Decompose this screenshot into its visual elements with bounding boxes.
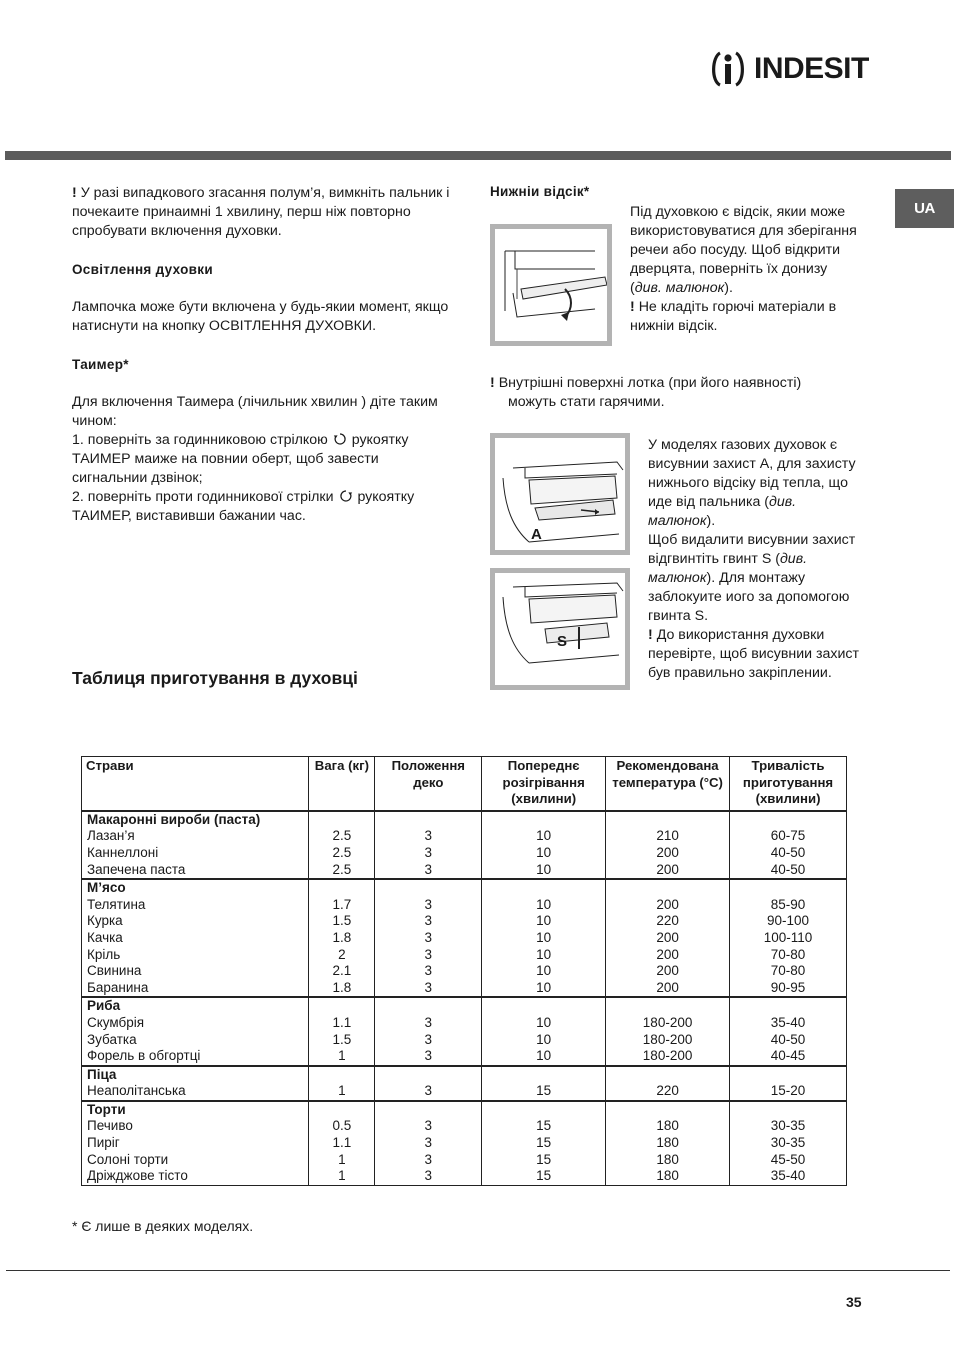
empty-cell — [309, 1066, 375, 1084]
flame-warning: ! У разі випадкового згасання полум’я, вимкніть пальник і почекаите принаимні 1 хвилину, перш ніж повторно спробувати включення духовки. — [72, 185, 450, 239]
value-cell: 3 — [375, 1083, 482, 1101]
empty-cell — [730, 997, 847, 1015]
value-cell: 15 — [482, 1152, 606, 1169]
value-cell: 3 — [375, 930, 482, 947]
figure-label-a: A — [531, 526, 542, 543]
value-cell: 3 — [375, 828, 482, 845]
lower-compartment-figure — [490, 224, 612, 346]
dish-cell: Зубатка — [82, 1032, 309, 1049]
empty-cell — [309, 811, 375, 829]
value-cell: 10 — [482, 845, 606, 862]
column-header: Вага (кг) — [309, 757, 375, 811]
value-cell: 3 — [375, 862, 482, 880]
timer-step-2: 2. поверніть проти годинникової стрілки рукоятку ТАИМЕР, виставивши бажании час. — [72, 489, 415, 524]
table-row — [82, 1048, 847, 1066]
brand-name: INDESIT — [754, 52, 869, 85]
empty-cell — [606, 811, 730, 829]
value-cell: 10 — [482, 980, 606, 998]
dish-cell: Курка — [82, 913, 309, 930]
value-cell: 1.1 — [309, 1135, 375, 1152]
value-cell: 2 — [309, 947, 375, 964]
clockwise-arrow-icon — [332, 432, 348, 446]
value-cell: 180-200 — [606, 1048, 730, 1066]
empty-cell — [309, 997, 375, 1015]
empty-cell — [482, 1066, 606, 1084]
table-category-row — [82, 1101, 847, 1119]
dish-cell: Запечена паста — [82, 862, 309, 880]
lighting-heading: Освітлення духовки — [72, 262, 213, 277]
category-cell: Торти — [82, 1101, 309, 1119]
value-cell: 100-110 — [730, 930, 847, 947]
empty-cell — [730, 879, 847, 897]
value-cell: 200 — [606, 845, 730, 862]
value-cell: 60-75 — [730, 828, 847, 845]
table-row — [82, 1118, 847, 1135]
value-cell: 2.1 — [309, 963, 375, 980]
value-cell: 1.5 — [309, 1032, 375, 1049]
value-cell: 10 — [482, 862, 606, 880]
empty-cell — [375, 879, 482, 897]
table-row — [82, 930, 847, 947]
dish-cell: Форель в обгортці — [82, 1048, 309, 1066]
value-cell: 3 — [375, 897, 482, 914]
value-cell: 1.8 — [309, 980, 375, 998]
table-row — [82, 947, 847, 964]
value-cell: 10 — [482, 1015, 606, 1032]
left-column — [72, 184, 450, 526]
value-cell: 1.7 — [309, 897, 375, 914]
compartment-drawing — [495, 229, 607, 341]
page-number: 35 — [846, 1294, 862, 1310]
table-row — [82, 963, 847, 980]
value-cell: 3 — [375, 1135, 482, 1152]
empty-cell — [375, 1066, 482, 1084]
figure-label-s: S — [557, 633, 568, 650]
category-cell: М’ясо — [82, 879, 309, 897]
value-cell: 30-35 — [730, 1118, 847, 1135]
table-row — [82, 1135, 847, 1152]
empty-cell — [375, 997, 482, 1015]
empty-cell — [606, 879, 730, 897]
value-cell: 180-200 — [606, 1032, 730, 1049]
table-row — [82, 1152, 847, 1169]
value-cell: 10 — [482, 963, 606, 980]
brand-logo — [710, 48, 869, 90]
dish-cell: Качка — [82, 930, 309, 947]
value-cell: 15 — [482, 1168, 606, 1185]
tray-warning: ! Внутрішні поверхні лотка (при його наявності) можуть стати гарячими. — [490, 375, 802, 410]
dish-cell: Пиріг — [82, 1135, 309, 1152]
table-row — [82, 845, 847, 862]
value-cell: 40-50 — [730, 862, 847, 880]
value-cell: 35-40 — [730, 1015, 847, 1032]
column-header: Попереднє розігрівання (хвилини) — [482, 757, 606, 811]
empty-cell — [309, 879, 375, 897]
value-cell: 210 — [606, 828, 730, 845]
value-cell: 1 — [309, 1152, 375, 1169]
empty-cell — [482, 997, 606, 1015]
empty-cell — [309, 1101, 375, 1119]
table-row — [82, 913, 847, 930]
value-cell: 85-90 — [730, 897, 847, 914]
lower-compartment-heading: Нижніи відсік* — [490, 184, 590, 199]
dish-cell: Кріль — [82, 947, 309, 964]
category-cell: Піца — [82, 1066, 309, 1084]
table-row — [82, 1015, 847, 1032]
value-cell: 3 — [375, 963, 482, 980]
empty-cell — [730, 1066, 847, 1084]
value-cell: 1.1 — [309, 1015, 375, 1032]
brand-logo-mark-icon — [710, 49, 746, 89]
value-cell: 1 — [309, 1083, 375, 1101]
dish-cell: Каннеллоні — [82, 845, 309, 862]
table-row — [82, 1083, 847, 1101]
empty-cell — [482, 1101, 606, 1119]
table-row — [82, 1032, 847, 1049]
value-cell: 180 — [606, 1168, 730, 1185]
column-header: Рекомендована температура (°C) — [606, 757, 730, 811]
lighting-text: Лампочка може бути включена у будь-якии момент, якщо натиснути на кнопку ОСВІТЛЕННЯ ДУХОВКИ. — [72, 299, 449, 334]
value-cell: 40-50 — [730, 845, 847, 862]
column-header: Положення деко — [375, 757, 482, 811]
table-row — [82, 980, 847, 998]
value-cell: 220 — [606, 1083, 730, 1101]
value-cell: 10 — [482, 930, 606, 947]
shield-figure-a — [490, 433, 630, 555]
value-cell: 40-45 — [730, 1048, 847, 1066]
shield-warning: ! До використання духовки перевірте, щоб висувнии захист був правильно закріплении. — [648, 627, 860, 681]
value-cell: 0.5 — [309, 1118, 375, 1135]
value-cell: 15 — [482, 1135, 606, 1152]
value-cell: 3 — [375, 845, 482, 862]
value-cell: 35-40 — [730, 1168, 847, 1185]
value-cell: 10 — [482, 1048, 606, 1066]
cooking-table — [81, 756, 847, 1186]
lower-compartment-warning: ! Не кладіть горючі матеріали в нижніи відсік. — [630, 299, 837, 334]
table-row — [82, 1168, 847, 1185]
cooking-table-heading: Таблиця приготування в духовці — [72, 668, 358, 688]
timer-intro: Для включення Таимера (лічильник хвилин ) діте таким чином: — [72, 394, 438, 429]
category-cell: Риба — [82, 997, 309, 1015]
value-cell: 200 — [606, 930, 730, 947]
value-cell: 3 — [375, 1048, 482, 1066]
value-cell: 3 — [375, 1118, 482, 1135]
value-cell: 90-95 — [730, 980, 847, 998]
shield-text: У моделях газових духовок є висувнии захист А, для захисту нижнього відсіку від тепла, що иде від пальника (див. малюнок). Щоб видалити висувнии захист відгвинтіть гвинт S (див. малюнок). Для монтажу заблокуите иого за допомогою гвинта S. ! До використання духовки перевірте, щоб висувнии захист був правильно закріплении. — [648, 436, 864, 683]
value-cell: 180-200 — [606, 1015, 730, 1032]
category-cell: Макаронні вироби (паста) — [82, 811, 309, 829]
value-cell: 15 — [482, 1118, 606, 1135]
table-row — [82, 862, 847, 880]
value-cell: 3 — [375, 913, 482, 930]
value-cell: 10 — [482, 828, 606, 845]
timer-heading: Таимер* — [72, 357, 129, 372]
empty-cell — [482, 811, 606, 829]
dish-cell: Баранина — [82, 980, 309, 998]
value-cell: 10 — [482, 897, 606, 914]
dish-cell: Лазан’я — [82, 828, 309, 845]
value-cell: 3 — [375, 947, 482, 964]
value-cell: 1 — [309, 1048, 375, 1066]
value-cell: 45-50 — [730, 1152, 847, 1169]
value-cell: 70-80 — [730, 963, 847, 980]
value-cell: 200 — [606, 862, 730, 880]
value-cell: 30-35 — [730, 1135, 847, 1152]
value-cell: 2.5 — [309, 845, 375, 862]
value-cell: 3 — [375, 1152, 482, 1169]
value-cell: 15 — [482, 1083, 606, 1101]
value-cell: 200 — [606, 963, 730, 980]
value-cell: 40-50 — [730, 1032, 847, 1049]
table-category-row — [82, 811, 847, 829]
value-cell: 10 — [482, 1032, 606, 1049]
language-tab: UA — [895, 189, 954, 228]
shield-drawing-s — [495, 573, 625, 685]
value-cell: 180 — [606, 1135, 730, 1152]
column-header: Страви — [82, 757, 309, 811]
value-cell: 1.8 — [309, 930, 375, 947]
empty-cell — [482, 879, 606, 897]
footnote: * Є лише в деяких моделях. — [72, 1218, 254, 1234]
dish-cell: Печиво — [82, 1118, 309, 1135]
shield-drawing-a — [495, 438, 625, 550]
value-cell: 1.5 — [309, 913, 375, 930]
empty-cell — [606, 997, 730, 1015]
empty-cell — [375, 1101, 482, 1119]
value-cell: 2.5 — [309, 862, 375, 880]
value-cell: 2.5 — [309, 828, 375, 845]
dish-cell: Солоні торти — [82, 1152, 309, 1169]
value-cell: 15-20 — [730, 1083, 847, 1101]
value-cell: 3 — [375, 1032, 482, 1049]
value-cell: 90-100 — [730, 913, 847, 930]
dish-cell: Скумбрія — [82, 1015, 309, 1032]
dish-cell: Телятина — [82, 897, 309, 914]
lower-compartment-text: Під духовкою є відсік, якии може використовуватися для зберігання речеи або посуду. Щоб відкрити дверцята, поверніть їх донизу (див. малюнок). ! Не кладіть горючі матеріали в нижніи відсік. — [630, 203, 862, 336]
dish-cell: Неаполітанська — [82, 1083, 309, 1101]
table-category-row — [82, 1066, 847, 1084]
empty-cell — [375, 811, 482, 829]
value-cell: 70-80 — [730, 947, 847, 964]
value-cell: 3 — [375, 1168, 482, 1185]
table-header-row — [82, 757, 847, 811]
table-row — [82, 828, 847, 845]
value-cell: 10 — [482, 913, 606, 930]
table-category-row — [82, 997, 847, 1015]
value-cell: 3 — [375, 1015, 482, 1032]
empty-cell — [730, 1101, 847, 1119]
value-cell: 180 — [606, 1152, 730, 1169]
value-cell: 200 — [606, 980, 730, 998]
value-cell: 3 — [375, 980, 482, 998]
value-cell: 200 — [606, 947, 730, 964]
shield-figure-s — [490, 568, 630, 690]
header-rule — [5, 151, 951, 160]
empty-cell — [730, 811, 847, 829]
empty-cell — [606, 1066, 730, 1084]
table-category-row — [82, 879, 847, 897]
value-cell: 1 — [309, 1168, 375, 1185]
dish-cell: Свинина — [82, 963, 309, 980]
column-header: Тривалість приготування (хвилини) — [730, 757, 847, 811]
value-cell: 180 — [606, 1118, 730, 1135]
empty-cell — [606, 1101, 730, 1119]
value-cell: 200 — [606, 897, 730, 914]
table-row — [82, 897, 847, 914]
footer-rule — [6, 1270, 950, 1271]
counterclockwise-arrow-icon — [338, 489, 354, 503]
timer-step-1: 1. поверніть за годинниковою стрілкою рукоятку ТАИМЕР маиже на повнии оберт, щоб завести сигнальнии дзвінок; — [72, 432, 409, 486]
value-cell: 220 — [606, 913, 730, 930]
dish-cell: Дріжджове тісто — [82, 1168, 309, 1185]
value-cell: 10 — [482, 947, 606, 964]
